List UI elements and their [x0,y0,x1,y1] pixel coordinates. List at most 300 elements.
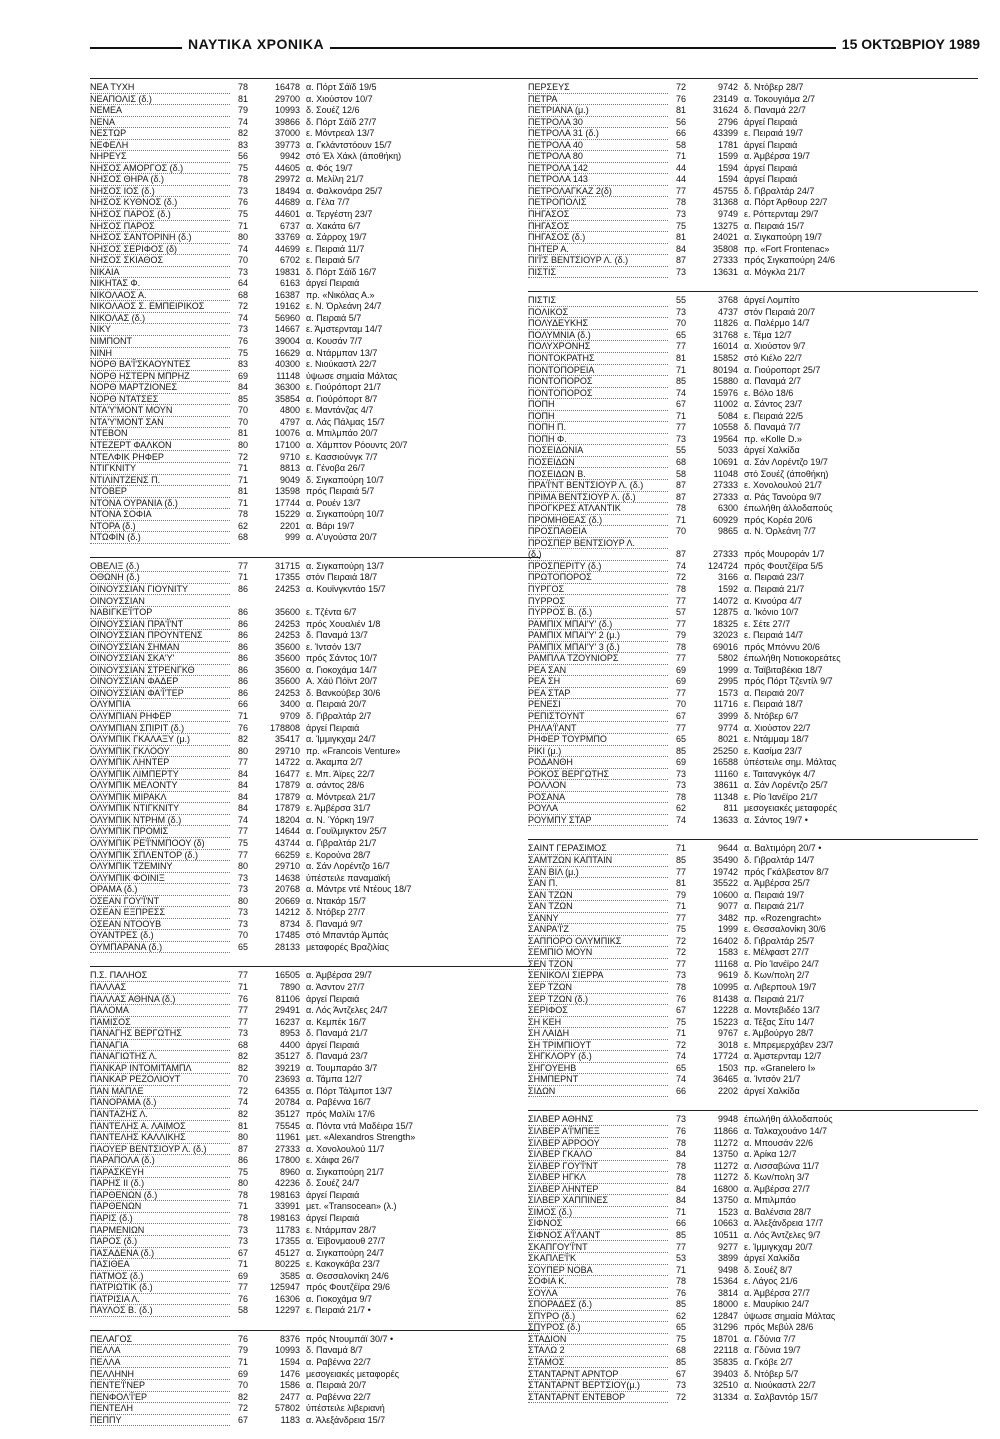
ship-status: δ. Γιβραλτάρ 2/7 [306,710,372,721]
ship-status: άργεί Πειραιά [306,1212,360,1223]
tonnage: 80225 [274,1259,300,1270]
ship-name: ΣΟΦΙΑ Κ. [528,1276,668,1288]
ship-status: α. Πειραιά 20/7 [744,687,805,698]
tonnage: 1586 [279,1380,300,1391]
ship-name: ΡΕΝΕΣΙ [528,699,668,711]
ship-row [90,1040,540,1052]
ship-name: ΟΡΑΜΑ (δ.) [90,884,230,896]
ship-name: ΣΑΠΠΟΡΟ ΟΛΥΜΠΙΚΣ [528,936,668,948]
ship-row [90,1144,540,1156]
ship-name: ΠΑΜΙΣΟΣ [90,1017,230,1029]
ship-row [90,255,540,267]
ship-row [528,376,978,388]
header-rule-middle [330,47,890,49]
ship-status: α. Μόγκλα 21/7 [744,266,806,277]
tonnage: 124724 [707,560,738,571]
ship-status: α. Πόρτ Τάλμποτ 13/7 [306,1085,393,1096]
tonnage: 18494 [274,185,300,196]
ship-name: ΠΕΤΡΟΛΑ 40 [528,140,668,152]
ship-status: α. Έϊβονμαουθ 27/7 [306,1236,386,1247]
ship-status: στόν Πειραιά 18/7 [306,572,378,583]
ship-status: δ. Βανκούβερ 30/6 [306,687,381,698]
ship-row [528,330,978,342]
ship-status: α. Σιγκαπούρη 21/7 [306,1166,385,1177]
build-year: 77 [237,1016,248,1027]
ship-status: ε. Πειραιά 21/7 • [306,1305,371,1316]
build-year: 81 [675,878,686,889]
ship-row [528,901,978,913]
tonnage: 9277 [717,1241,738,1252]
ship-row [528,982,978,994]
block-rule [90,1330,540,1331]
tonnage: 29972 [274,174,300,185]
build-year: 79 [237,105,248,116]
ship-status: ε. Μπρεμερχάβεν 23/7 [744,1039,834,1050]
ship-status: ε. Θεσσαλονίκη 30/6 [744,924,826,935]
ship-status: ε. Ταιτανγκόγκ 4/7 [744,768,816,779]
ship-name: ΣΑΝ ΒΙΛ (μ.) [528,867,668,879]
build-year: 73 [675,1114,686,1125]
build-year: 70 [675,699,686,710]
ship-status: ε. Πειραιά 14/7 [744,630,804,641]
tonnage: 6702 [279,255,300,266]
ship-name: ΣΤΑΛΩ 2 [528,1345,668,1357]
build-year: 76 [675,1287,686,1298]
tonnage: 10511 [713,1229,738,1240]
build-year: 76 [237,722,248,733]
ship-name: ΟΙΝΟΥΣΣΙΑΝ ΦΑΔΕΡ [90,676,230,688]
build-year: 67 [237,1414,248,1425]
ship-row [90,1369,540,1381]
ship-row [90,475,540,487]
tonnage: 39866 [274,116,300,127]
ship-name: ΣΗ ΛΑΙΔΗ [528,1028,668,1040]
ship-name: ΠΟΛΥΜΝΙΑ (δ.) [528,330,668,342]
tonnage: 17355 [274,1236,300,1247]
ship-name: ΝΙΚΟΛΑΟΣ Σ. ΕΜΠΕΙΡΙΚΟΣ [90,301,230,313]
ship-name: ΟΙΝΟΥΣΣΙΑΝ [90,596,230,608]
ship-row [90,163,540,175]
build-year: 80 [237,895,248,906]
ship-row [90,630,540,642]
ship-row [528,267,978,279]
ship-row [90,1121,540,1133]
ship-name: ΣΙΛΒΕΡ ΓΚΑΛΟ [528,1149,668,1161]
build-year: 85 [675,745,686,756]
ship-status: ε. Κασσιούνγκ 7/7 [306,451,378,462]
ship-list-block [90,557,540,954]
build-year: 79 [675,889,686,900]
ship-status: ε. Κασίμα 23/7 [744,745,803,756]
build-year: 77 [675,595,686,606]
ship-name: ΡΕΑ ΣΤΑΡ [528,688,668,700]
build-year: 73 [237,266,248,277]
ship-name: ΠΑΝΚΑΡ ΡΕΖΟΛΙΟΥΤ [90,1074,230,1086]
build-year: 78 [675,197,686,208]
ship-status: α. Σάντος 19/7 • [744,814,808,825]
build-year: 71 [675,364,686,375]
ship-name: ΠΑΛΛΑΣ [90,982,230,994]
tonnage: 2796 [717,116,738,127]
ship-status: δ. Γιβραλτάρ 24/7 [744,185,815,196]
ship-name: ΟΛΥΜΠΙΚ ΣΠΛΕΝΤΟΡ (δ.) [90,850,230,862]
tonnage: 16402 [712,935,738,946]
ship-status: δ. Ντόβερ 6/7 [744,710,799,721]
tonnage: 8960 [279,1166,300,1177]
ship-row [90,221,540,233]
ship-name: ΣΤΑΔΙΟΝ [528,1334,668,1346]
ship-row [528,843,978,855]
tonnage: 31715 [274,560,300,571]
ship-row [90,1051,540,1063]
build-year: 77 [237,1005,248,1016]
ship-name: ΡΑΜΠΛΑ ΤΖΟΥΝΙΟΡΣ [528,653,668,665]
tonnage: 45755 [712,185,738,196]
tonnage: 39773 [274,139,300,150]
tonnage: 18204 [274,814,300,825]
ship-name: ΠΕΤΡΟΛΑ 143 [528,174,668,186]
tonnage: 33769 [274,232,300,243]
ship-status: ε. Χονολουλού 21/7 [744,480,822,491]
ship-name: ΠΑΛΟΜΑ [90,1005,230,1017]
ship-name: ΝΕΝΑ [90,117,230,129]
build-year: 77 [675,866,686,877]
ship-status: α. Σιγκαπούρη 13/7 [306,560,385,571]
tonnage: 1999 [717,924,738,935]
tonnage: 16387 [274,289,300,300]
tonnage: 1573 [717,687,738,698]
ship-status: α. Γιοκοχάμα 9/7 [306,1293,373,1304]
tonnage: 35808 [712,243,738,254]
tonnage: 3814 [717,1287,738,1298]
ship-name: ΠΗΓΑΣΟΣ [528,221,668,233]
ship-row [528,792,978,804]
ship-row [528,947,978,959]
ship-row [90,267,540,279]
ship-row [90,197,540,209]
ship-name: ΠΕΝΦΟΛ'Ϊ'ΕΡ [90,1392,230,1404]
ship-row [528,1063,978,1075]
ship-row [528,388,978,400]
ship-name: ΠΟΣΕΙΔΩΝ Β. [528,469,668,481]
build-year: 81 [675,105,686,116]
tonnage: 6163 [279,278,300,289]
ship-row [90,746,540,758]
ship-status: άργεί Χαλκίδα [744,1253,800,1264]
ship-row [90,1063,540,1075]
ship-status: ε. Μαντάνζας 4/7 [306,405,374,416]
ship-name: ΠΟΠΗ Π. [528,422,668,434]
ship-row [90,1086,540,1098]
build-year: 74 [237,312,248,323]
ship-name: ΣΙΛΒΕΡ ΧΑΠΠΙΝΕΣ [528,1195,668,1207]
ship-name: ΠΑΡΑΣΚΕΥΗ [90,1167,230,1179]
build-year: 80 [237,439,248,450]
tonnage: 16588 [712,757,738,768]
tonnage: 8953 [279,1028,300,1039]
tonnage: 44689 [274,197,300,208]
build-year: 81 [675,353,686,364]
build-year: 86 [237,676,248,687]
build-year: 70 [237,416,248,427]
ship-row [528,186,978,198]
ship-status: ε. Ρίο Ίανέϊρο 21/7 [744,791,818,802]
ship-status: α. Μάντρε ντέ Ντέους 18/7 [306,884,412,895]
build-year: 82 [237,734,248,745]
ship-name: ΟΛΥΜΠΙΚ ΛΗΝΤΕΡ [90,757,230,769]
ship-name: ΠΑΝΤΕΛΗΣ Α. ΛΑΙΜΟΣ [90,1121,230,1133]
ship-name: ΠΡΩΤΟΠΟΡΟΣ [528,572,668,584]
ship-name: ΠΙΣΤΙΣ [528,267,668,279]
tonnage: 1592 [717,583,738,594]
tonnage: 10993 [274,1345,300,1356]
build-year: 66 [237,699,248,710]
build-year: 72 [675,572,686,583]
ship-row [528,584,978,596]
ship-status: πρός Φουτζέϊρα 5/5 [744,560,824,571]
ship-status: α. Ρουέν 13/7 [306,497,361,508]
ship-row [528,163,978,175]
build-year: 68 [675,1345,686,1356]
ship-name: ΟΛΥΜΠΙΚ ΤΖΕΜΙΝΥ [90,861,230,873]
ship-row [90,1259,540,1271]
tonnage: 29491 [274,1005,300,1016]
tonnage: 14722 [274,757,300,768]
ship-status: ε. Κακογκάβα 23/7 [306,1259,380,1270]
ship-status: πρ. «Granelero I» [744,1062,816,1073]
tonnage: 35127 [274,1109,300,1120]
build-year: 71 [675,410,686,421]
ship-row [90,723,540,735]
ship-status: ε. Ν. Όρλεάνη 24/7 [306,301,382,312]
ship-status: πρός Γκάλβεστον 8/7 [744,866,829,877]
ship-status: δ. Παναμά 22/7 [744,105,806,116]
tonnage: 18325 [712,618,738,629]
ship-status: δ. Παναμά 13/7 [306,630,368,641]
ship-row [528,746,978,758]
build-year: 69 [675,757,686,768]
ship-row [90,1167,540,1179]
ship-row [90,452,540,464]
tonnage: 36465 [712,1074,738,1085]
ship-name: ΠΕΡΣΕΥΣ [528,82,668,94]
ship-row [528,711,978,723]
build-year: 58 [675,139,686,150]
ship-name: ΠΗΤΕΡ Α. [528,244,668,256]
ship-list-block [528,1110,978,1403]
tonnage: 3018 [717,1039,738,1050]
ship-row [528,780,978,792]
ship-name: ΠΟΛΥΔΕΥΚΗΣ [528,318,668,330]
build-year: 74 [237,1097,248,1108]
ship-name: ΣΗΜΠΕΡΝΤ [528,1074,668,1086]
tonnage: 39004 [274,336,300,347]
ship-name: ΝΙΝΗ [90,348,230,360]
tonnage: 10691 [712,456,738,467]
build-year: 85 [675,1299,686,1310]
ship-name: ΟΙΝΟΥΣΣΙΑΝ ΠΡΑ'Ϊ'ΝΤ [90,619,230,631]
ship-row [90,1005,540,1017]
ship-status: ε. Άμστερνταμ 14/7 [306,324,383,335]
block-rule [90,557,540,558]
ship-list-block [90,1330,540,1426]
build-year: 85 [237,393,248,404]
build-year: 70 [237,255,248,266]
tonnage: 9077 [717,901,738,912]
tonnage: 11826 [713,318,738,329]
build-year: 74 [675,387,686,398]
build-year: 74 [237,243,248,254]
ship-name: ΠΟΠΗ [528,399,668,411]
tonnage: 999 [284,532,300,543]
ship-row [528,642,978,654]
tonnage: 27333 [712,549,738,560]
build-year: 74 [237,116,248,127]
ship-name: ΠΟΛΥΧΡΟΝΗΣ [528,341,668,353]
ship-row [528,1392,978,1404]
ship-row [90,803,540,815]
tonnage: 17879 [274,780,300,791]
ship-row [528,411,978,423]
tonnage: 27333 [712,480,738,491]
build-year: 74 [675,560,686,571]
build-year: 81 [237,93,248,104]
ship-row [90,619,540,631]
build-year: 82 [237,1109,248,1120]
ship-status: α. Μόντρεαλ 21/7 [306,791,376,802]
tonnage: 31624 [712,105,738,116]
ship-row [90,792,540,804]
build-year: 55 [675,295,686,306]
ship-name: ΠΕΤΡΑ [528,94,668,106]
ship-name: ΣΙΛΒΕΡ ΑΡΡΟΟΥ [528,1138,668,1150]
build-year: 82 [237,128,248,139]
build-year: 74 [675,814,686,825]
tonnage: 9767 [717,1028,738,1039]
tonnage: 80194 [712,364,738,375]
ship-name: ΠΕΝΤΕ'Ϊ'ΝΕΡ [90,1380,230,1392]
ship-row [528,480,978,492]
ship-name: ΣΙΛΒΕΡ ΓΟΥ'Ϊ'ΝΤ [528,1161,668,1173]
ship-status: α. Άμβέρσα 19/7 [744,151,810,162]
ship-status: α. Γιούροπορτ 25/7 [744,364,821,375]
ship-row [90,1178,540,1190]
ship-status: δ. Κων/πολη 2/7 [744,970,810,981]
page-header [90,36,980,60]
ship-row [90,942,540,954]
build-year: 72 [675,82,686,92]
tonnage: 11168 [714,958,738,969]
build-year: 86 [237,618,248,629]
ship-row [90,665,540,677]
build-year: 69 [237,1368,248,1379]
tonnage: 10663 [712,1218,738,1229]
ship-status: α. Σιγκαπούρη 24/7 [306,1247,385,1258]
ship-name: (δ.) [528,549,668,561]
ship-row [528,197,978,209]
ship-name: ΡΗΛΑ'Ϊ'ΑΝΤ [528,723,668,735]
build-year: 77 [237,826,248,837]
ship-name: ΠΕΤΡΟΛΑ 80 [528,151,668,163]
ship-row [90,884,540,896]
ship-name: ΠΑΝΟΡΑΜΑ (δ.) [90,1097,230,1109]
ship-row [90,642,540,654]
ship-status: άργεί Χαλκίδα [744,445,800,456]
ship-row [90,498,540,510]
ship-name: ΝΙΚΗΤΑΣ Φ. [90,278,230,290]
ship-name: ΣΠΥΡΟ (δ.) [528,1311,668,1323]
ship-name: ΠΑΡΘΕΝΩΝ [90,1201,230,1213]
ship-status: α. Σάρροχ 19/7 [306,232,367,243]
ship-row [528,1345,978,1357]
ship-name: ΣΗΓΚΛΟΡΥ (δ.) [528,1051,668,1063]
ship-status: α. Παλέρμο 14/7 [744,318,810,329]
ship-name: ΝΗΣΟΣ ΙΟΣ (δ.) [90,186,230,198]
tonnage: 9498 [717,1264,738,1275]
ship-row [528,209,978,221]
tonnage: 29700 [274,93,300,104]
build-year: 78 [237,174,248,185]
ship-row [90,1074,540,1086]
ship-status: ε. Χάιφα 26/7 [306,1155,360,1166]
ship-name: ΝΗΣΟΣ ΣΚΙΑΘΟΣ [90,255,230,267]
build-year: 73 [675,780,686,791]
ship-status: α. Ρίο Ίανέϊρο 24/7 [744,958,820,969]
ship-row [90,757,540,769]
tonnage: 15880 [712,376,738,387]
ship-name: ΝΤΟΝΑ ΟΥΡΑΝΙΑ (δ.) [90,498,230,510]
ship-name: ΟΙΝΟΥΣΣΙΑΝ ΦΑ'Ϊ'ΤΕΡ [90,688,230,700]
ship-status: άργεί Πειραιά [306,1039,360,1050]
ship-row [528,526,978,538]
ship-row [528,688,978,700]
build-year: 70 [675,526,686,537]
ship-status: πρός Σάντος 10/7 [306,653,378,664]
ship-status: α. Βαλτιμόρη 20/7 • [744,843,822,854]
ship-name: ΝΟΡΘ ΝΤΑΤΣΕΣ [90,394,230,406]
ship-row [528,1114,978,1126]
ship-status: δ. Σιγκαπούρη 10/7 [306,474,384,485]
ship-row [90,532,540,544]
ship-row [528,422,978,434]
ship-status: πρός Μαλίλι 17/6 [306,1109,375,1120]
ship-row [90,151,540,163]
build-year: 70 [237,405,248,416]
ship-status: α. Κουσάν 7/7 [306,336,363,347]
ship-status: άργεί Χαλκίδα [744,1085,800,1096]
ship-status: α. Μελίλη 21/7 [306,174,364,185]
ship-row [528,1265,978,1277]
ship-status: πρός Χουαλιέν 1/8 [306,618,381,629]
ship-row [90,117,540,129]
tonnage: 8376 [279,1333,300,1344]
build-year: 71 [237,474,248,485]
tonnage: 35854 [274,393,300,404]
build-year: 78 [237,1189,248,1200]
ship-status: α. Ταϊβιταβέκια 18/7 [744,664,823,675]
tonnage: 42236 [274,1178,300,1189]
ship-status: α. Πόντα ντά Μαδέιρα 15/7 [306,1120,414,1131]
tonnage: 16800 [712,1183,738,1194]
build-year: 76 [237,197,248,208]
ship-name: ΣΑΙΝΤ ΓΕΡΑΣΙΜΟΣ [528,843,668,855]
ship-name: ΣΑΜΤΖΩΝ ΚΑΠΤΑΙΝ [528,855,668,867]
ship-name: ΠΑΡΜΕΝΙΩΝ [90,1225,230,1237]
build-year: 73 [675,209,686,220]
build-year: 75 [675,220,686,231]
ship-status: α. Ντακάρ 15/7 [306,895,367,906]
ship-row [528,445,978,457]
